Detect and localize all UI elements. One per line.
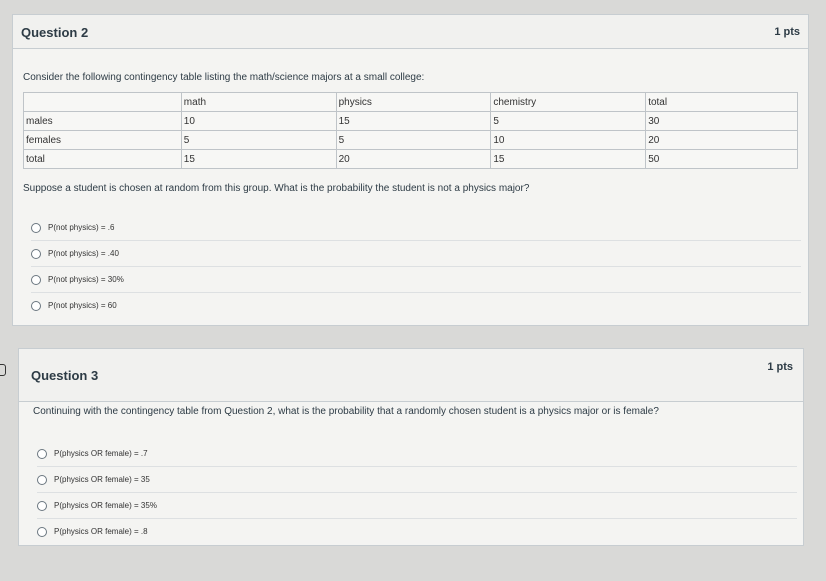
answer-option[interactable] (37, 519, 797, 544)
table-cell: 15 (336, 112, 491, 131)
answer-label: P(physics OR female) = 35 (54, 475, 150, 484)
table-row (24, 150, 798, 169)
table-cell: females (24, 131, 182, 150)
radio-button[interactable] (31, 275, 41, 285)
radio-button[interactable] (31, 249, 41, 259)
radio-button[interactable] (31, 301, 41, 311)
answer-option[interactable] (37, 441, 797, 467)
radio-button[interactable] (37, 527, 47, 537)
table-header-cell: physics (336, 93, 491, 112)
answer-label: P(physics OR female) = 35% (54, 501, 157, 510)
table-cell (24, 93, 182, 112)
table-cell: 30 (646, 112, 798, 131)
table-cell: males (24, 112, 182, 131)
table-cell: 15 (181, 150, 336, 169)
answer-label: P(not physics) = .40 (48, 249, 119, 258)
radio-button[interactable] (37, 475, 47, 485)
table-header-row (24, 93, 798, 112)
table-cell: total (24, 150, 182, 169)
table-cell: 5 (491, 112, 646, 131)
contingency-table (23, 92, 798, 169)
question-2-intro: Consider the following contingency table listing the math/science majors at a small college: (23, 72, 425, 83)
question-2-card (12, 14, 809, 326)
table-header-cell: math (181, 93, 336, 112)
answer-option[interactable] (31, 267, 801, 293)
answer-label: P(not physics) = .6 (48, 223, 115, 232)
table-cell: 50 (646, 150, 798, 169)
table-cell: 15 (491, 150, 646, 169)
question-2-header (13, 15, 808, 49)
table-header-cell: chemistry (491, 93, 646, 112)
answer-option[interactable] (31, 215, 801, 241)
table-cell: 5 (181, 131, 336, 150)
table-cell: 20 (336, 150, 491, 169)
question-3-title: Question 3 (31, 368, 99, 383)
table-row (24, 112, 798, 131)
table-cell: 20 (646, 131, 798, 150)
answer-option[interactable] (37, 467, 797, 493)
table-cell: 5 (336, 131, 491, 150)
answer-option[interactable] (37, 493, 797, 519)
table-header-cell: total (646, 93, 798, 112)
answer-label: P(physics OR female) = .8 (54, 527, 148, 536)
answer-label: P(not physics) = 60 (48, 301, 117, 310)
table-row (24, 131, 798, 150)
question-2-prompt: Suppose a student is chosen at random from this group. What is the probability the student is not a physics major? (23, 183, 530, 194)
question-2-points: 1 pts (774, 26, 800, 38)
radio-button[interactable] (31, 223, 41, 233)
table-cell: 10 (181, 112, 336, 131)
question-3-prompt: Continuing with the contingency table from Question 2, what is the probability that a randomly chosen student is a physics major or is female? (33, 406, 659, 417)
question-3-points: 1 pts (767, 361, 793, 373)
answer-label: P(physics OR female) = .7 (54, 449, 148, 458)
table-cell: 10 (491, 131, 646, 150)
answer-label: P(not physics) = 30% (48, 275, 124, 284)
answer-option[interactable] (31, 241, 801, 267)
radio-button[interactable] (37, 501, 47, 511)
question-3-card (18, 348, 804, 546)
collapse-arrow-icon[interactable] (0, 364, 6, 376)
answer-option[interactable] (31, 293, 801, 318)
question-2-answers (31, 215, 801, 318)
question-3-header (19, 349, 803, 402)
radio-button[interactable] (37, 449, 47, 459)
question-2-title: Question 2 (21, 25, 89, 40)
question-3-answers (37, 441, 797, 544)
